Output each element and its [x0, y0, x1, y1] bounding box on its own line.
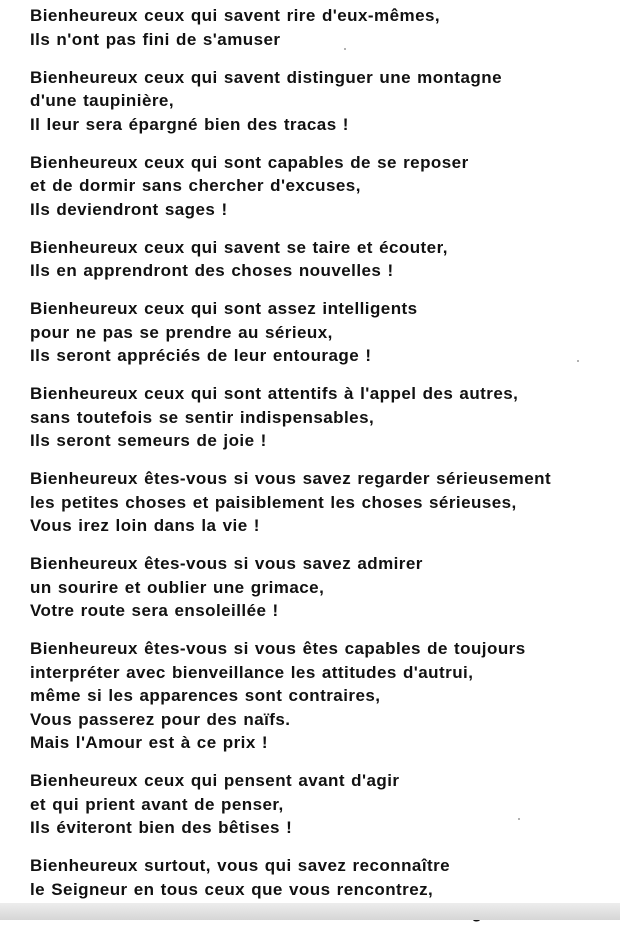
- poem-line: Bienheureux ceux qui savent se taire et écouter,: [30, 237, 448, 257]
- poem-line: les petites choses et paisiblement les choses sérieuses,: [30, 492, 517, 512]
- poem-line: Bienheureux êtes-vous si vous savez regarder sérieusement: [30, 469, 552, 488]
- poem-stanza: [30, 637, 615, 755]
- poem-line: pour ne pas se prendre au sérieux,: [30, 322, 333, 342]
- poem-line: le Seigneur en tous ceux que vous rencontrez,: [30, 879, 434, 899]
- poem-stanza: [30, 236, 615, 283]
- poem-stanza: [30, 66, 615, 137]
- poem-line: Vous irez loin dans la vie !: [30, 516, 260, 535]
- poem-line: un sourire et oublier une grimace,: [30, 577, 325, 597]
- poem-text: [30, 4, 615, 939]
- poem-line: et qui prient avant de penser,: [30, 794, 284, 814]
- poem-line: d'une taupinière,: [30, 91, 174, 110]
- poem-line: Bienheureux ceux qui sont capables de se reposer: [30, 152, 469, 172]
- poem-line: Ils en apprendront des choses nouvelles !: [30, 261, 394, 280]
- poem-line: Bienheureux êtes-vous si vous savez admirer: [30, 554, 423, 573]
- poem-stanza: [30, 151, 615, 222]
- poem-line: Bienheureux surtout, vous qui savez reconnaître: [30, 856, 451, 875]
- poem-line: Bienheureux ceux qui sont attentifs à l'appel des autres,: [30, 384, 519, 403]
- poem-line: Bienheureux êtes-vous si vous êtes capables de toujours: [30, 639, 526, 658]
- scan-speck: [577, 360, 579, 362]
- poem-stanza: [30, 382, 615, 453]
- poem-line: Ils seront semeurs de joie !: [30, 431, 267, 450]
- poem-line: Votre route sera ensoleillée !: [30, 601, 279, 620]
- scan-speck: [518, 818, 520, 820]
- poem-line: Ils deviendront sages !: [30, 199, 228, 219]
- poem-line: Bienheureux ceux qui savent distinguer une montagne: [30, 67, 502, 87]
- poem-line: interpréter avec bienveillance les attitudes d'autrui,: [30, 662, 474, 682]
- poem-stanza: [30, 467, 615, 538]
- poem-stanza: [30, 4, 615, 51]
- poem-stanza: [30, 297, 615, 368]
- scan-speck: [344, 48, 346, 50]
- poem-line: Ils éviteront bien des bêtises !: [30, 818, 293, 837]
- poem-line: et de dormir sans chercher d'excuses,: [30, 176, 361, 195]
- scan-bottom-edge: [0, 903, 620, 920]
- poem-stanza: [30, 769, 615, 840]
- poem-line: sans toutefois se sentir indispensables,: [30, 407, 375, 427]
- poem-stanza: [30, 552, 615, 623]
- poem-line: Ils n'ont pas fini de s'amuser: [30, 29, 281, 49]
- poem-line: Bienheureux ceux qui sont assez intelligents: [30, 299, 418, 318]
- poem-line: Il leur sera épargné bien des tracas !: [30, 114, 349, 134]
- poem-line: Bienheureux ceux qui pensent avant d'agir: [30, 771, 400, 790]
- poem-line: Mais l'Amour est à ce prix !: [30, 733, 269, 752]
- poem-line: Bienheureux ceux qui savent rire d'eux-mêmes,: [30, 6, 441, 25]
- poem-line: Vous passerez pour des naïfs.: [30, 709, 291, 729]
- poem-line: même si les apparences sont contraires,: [30, 686, 381, 705]
- poem-line: Ils seront appréciés de leur entourage !: [30, 346, 372, 365]
